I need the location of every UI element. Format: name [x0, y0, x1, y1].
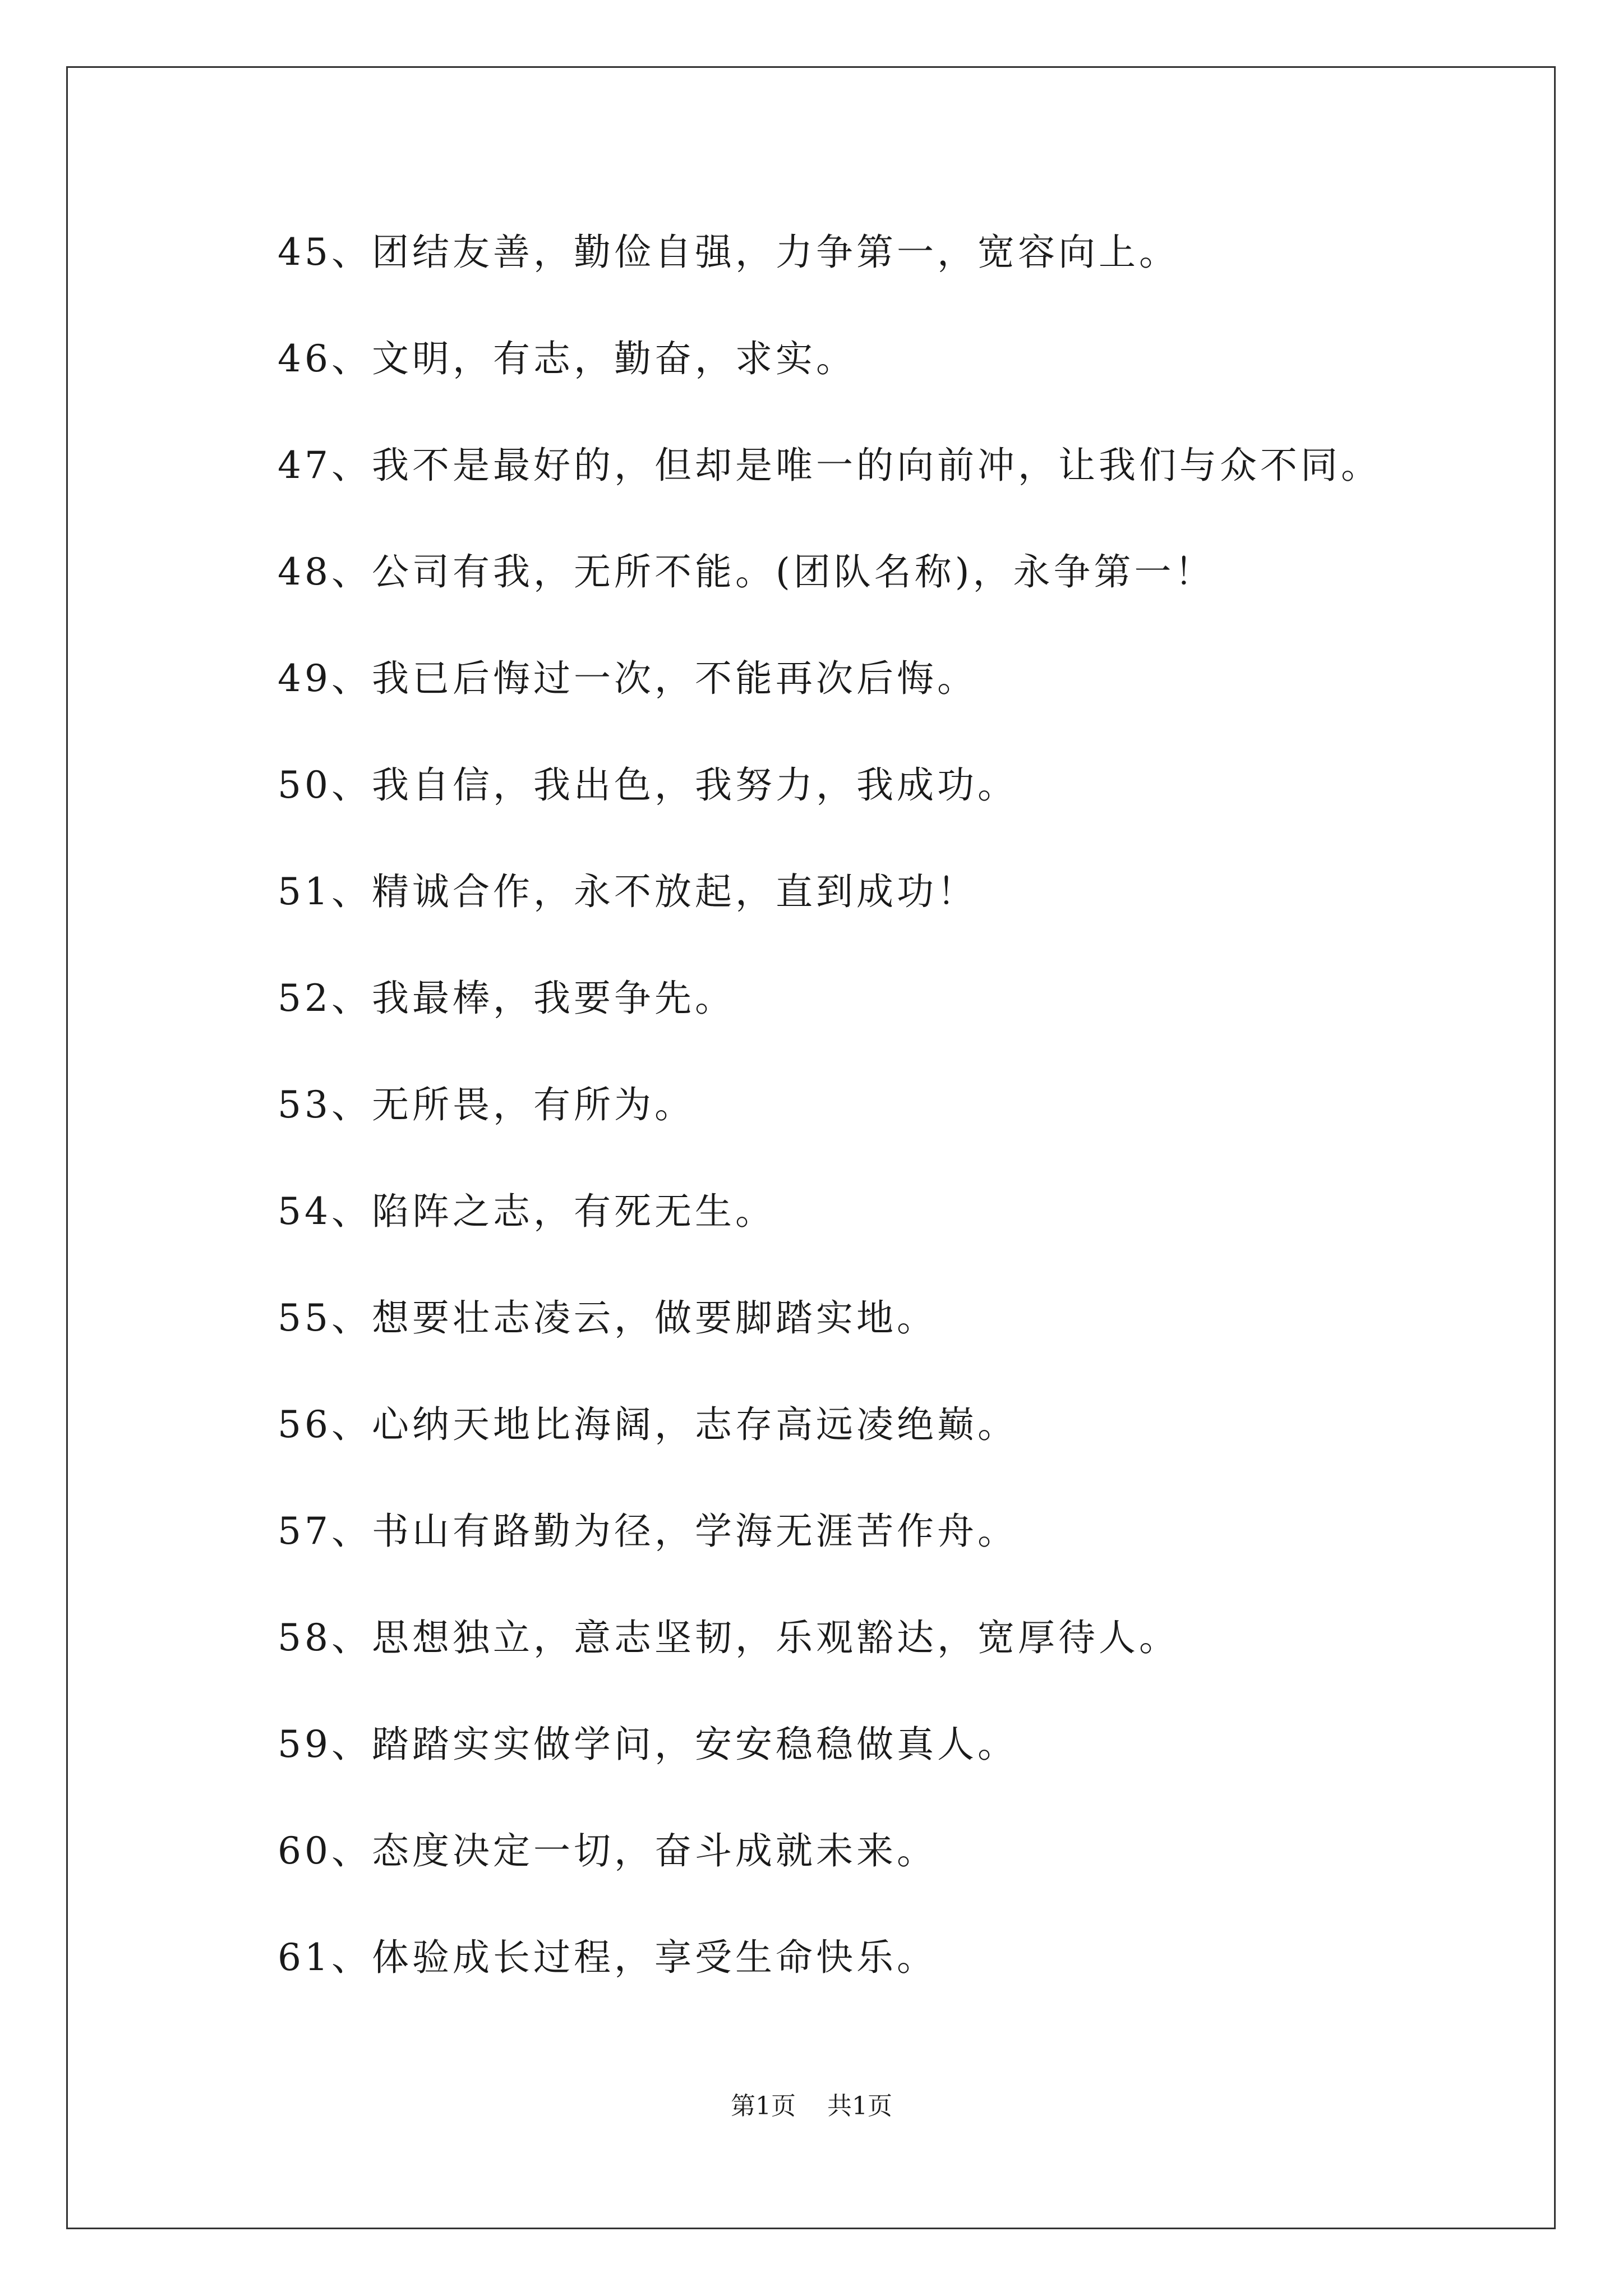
item-separator: 、	[331, 231, 372, 274]
item-separator: 、	[331, 1083, 372, 1126]
item-text: 我最棒，我要争先。	[371, 977, 735, 1020]
item-separator: 、	[331, 1936, 372, 1979]
item-number: 55	[278, 1296, 331, 1340]
item-separator: 、	[331, 1723, 372, 1766]
list-item	[278, 1927, 1381, 2033]
item-text: 陷阵之志，有死无生。	[371, 1190, 776, 1233]
item-number: 61	[278, 1936, 331, 1979]
list-item	[278, 222, 1381, 328]
item-text: 我自信，我出色，我努力，我成功。	[371, 763, 1018, 807]
item-text: 公司有我，无所不能。(团队名称)，永争第一！	[371, 550, 1215, 593]
list-item	[278, 328, 1381, 435]
page-number: 第1页	[731, 2092, 796, 2120]
item-separator: 、	[331, 657, 372, 700]
item-text: 想要壮志凌云，做要脚踏实地。	[371, 1296, 937, 1340]
list-item	[278, 1501, 1381, 1607]
item-separator: 、	[331, 1829, 372, 1872]
list-item	[278, 1394, 1381, 1501]
item-separator: 、	[331, 1510, 372, 1553]
list-item	[278, 541, 1381, 648]
item-text: 我不是最好的，但却是唯一的向前冲，让我们与众不同。	[371, 444, 1381, 487]
item-text: 精诚合作，永不放起，直到成功！	[371, 870, 978, 913]
item-text: 无所畏，有所为。	[371, 1083, 695, 1126]
item-number: 48	[278, 550, 331, 593]
item-number: 58	[278, 1616, 331, 1659]
item-separator: 、	[331, 1296, 372, 1340]
item-text: 体验成长过程，享受生命快乐。	[371, 1936, 937, 1979]
list-item	[278, 1714, 1381, 1820]
list-item	[278, 1181, 1381, 1287]
item-text: 态度决定一切，奋斗成就未来。	[371, 1829, 937, 1872]
item-separator: 、	[331, 337, 372, 380]
item-text: 书山有路勤为径，学海无涯苦作舟。	[371, 1510, 1018, 1553]
item-number: 57	[278, 1510, 331, 1553]
item-number: 52	[278, 977, 331, 1020]
item-number: 53	[278, 1083, 331, 1126]
item-number: 51	[278, 870, 331, 913]
item-text: 踏踏实实做学问，安安稳稳做真人。	[371, 1723, 1018, 1766]
list-item	[278, 754, 1381, 861]
page-total: 共1页	[827, 2092, 892, 2120]
list-item	[278, 435, 1381, 541]
item-number: 50	[278, 763, 331, 807]
list-item	[278, 1607, 1381, 1714]
item-text: 我已后悔过一次，不能再次后悔。	[371, 657, 978, 700]
item-separator: 、	[331, 977, 372, 1020]
list-item	[278, 1820, 1381, 1927]
slogan-list	[278, 222, 1381, 2033]
item-separator: 、	[331, 444, 372, 487]
item-separator: 、	[331, 1190, 372, 1233]
page-footer	[0, 2090, 1623, 2123]
item-number: 60	[278, 1829, 331, 1872]
item-number: 59	[278, 1723, 331, 1766]
item-text: 心纳天地比海阔，志存高远凌绝巅。	[371, 1403, 1018, 1446]
item-number: 45	[278, 231, 331, 274]
item-separator: 、	[331, 763, 372, 807]
item-number: 46	[278, 337, 331, 380]
list-item	[278, 648, 1381, 754]
item-separator: 、	[331, 1403, 372, 1446]
item-text: 团结友善，勤俭自强，力争第一，宽容向上。	[371, 231, 1179, 274]
list-item	[278, 1287, 1381, 1394]
item-number: 47	[278, 444, 331, 487]
item-separator: 、	[331, 1616, 372, 1659]
item-number: 49	[278, 657, 331, 700]
item-number: 56	[278, 1403, 331, 1446]
item-separator: 、	[331, 550, 372, 593]
list-item	[278, 861, 1381, 968]
item-text: 思想独立，意志坚韧，乐观豁达，宽厚待人。	[371, 1616, 1179, 1659]
item-text: 文明，有志，勤奋，求实。	[371, 337, 856, 380]
item-separator: 、	[331, 870, 372, 913]
list-item	[278, 968, 1381, 1074]
item-number: 54	[278, 1190, 331, 1233]
list-item	[278, 1074, 1381, 1181]
